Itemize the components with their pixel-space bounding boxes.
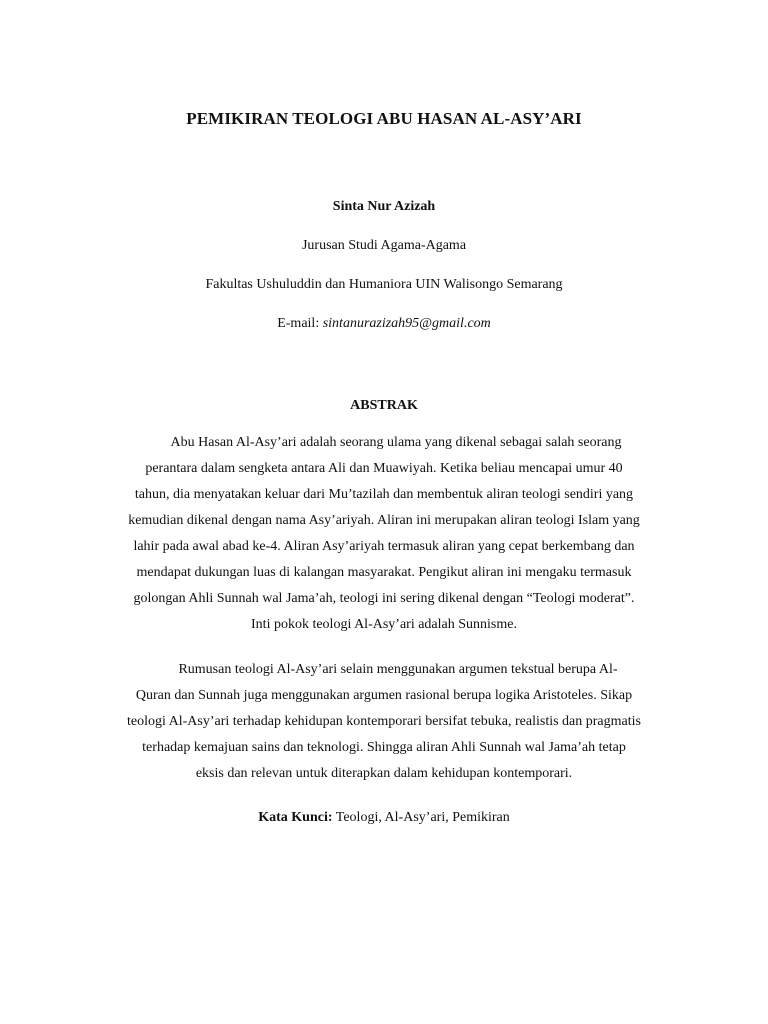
paragraph-line: teologi Al-Asy’ari terhadap kehidupan kontemporari bersifat tebuka, realistis dan pragmatis <box>127 714 641 729</box>
paragraph-line: Abu Hasan Al-Asy’ari adalah seorang ulama yang dikenal sebagai salah seorang <box>170 435 622 450</box>
paragraph-line: kemudian dikenal dengan nama Asy’ariyah. Aliran ini merupakan aliran teologi Islam yang <box>128 513 640 528</box>
keywords-label: Kata Kunci: <box>258 810 333 825</box>
paragraph-line: eksis dan relevan untuk diterapkan dalam kehidupan kontemporari. <box>195 766 573 781</box>
paragraph-line: mendapat dukungan luas di kalangan masyarakat. Pengikut aliran ini mengaku termasuk <box>136 565 632 580</box>
email-address: sintanurazizah95@gmail.com <box>322 316 491 331</box>
paragraph-line: perantara dalam sengketa antara Ali dan Muawiyah. Ketika beliau mencapai umur 40 <box>145 461 623 476</box>
paragraph-line: Rumusan teologi Al-Asy’ari selain menggunakan argumen tekstual berupa Al- <box>178 662 618 677</box>
paragraph-line: terhadap kemajuan sains dan teknologi. Shingga aliran Ahli Sunnah wal Jama’ah tetap <box>142 740 626 755</box>
paragraph-line: tahun, dia menyatakan keluar dari Mu’tazilah dan membentuk aliran teologi sendiri yang <box>134 487 634 502</box>
email-line <box>0 316 768 332</box>
paragraph-line: Inti pokok teologi Al-Asy’ari adalah Sunnisme. <box>251 617 517 632</box>
faculty: Fakultas Ushuluddin dan Humaniora UIN Walisongo Semarang <box>205 277 563 292</box>
paragraph-line: lahir pada awal abad ke-4. Aliran Asy’ariyah termasuk aliran yang cepat berkembang dan <box>133 539 635 554</box>
paragraph-line: Quran dan Sunnah juga menggunakan argumen rasional berupa logika Aristoteles. Sikap <box>135 688 633 703</box>
email-label: E-mail: <box>277 316 323 331</box>
keywords-value: Teologi, Al-Asy’ari, Pemikiran <box>332 810 510 825</box>
abstract-heading: ABSTRAK <box>350 398 418 413</box>
author-name: Sinta Nur Azizah <box>332 199 436 214</box>
paragraph-line: golongan Ahli Sunnah wal Jama’ah, teologi ini sering dikenal dengan “Teologi moderat”. <box>133 591 635 606</box>
keywords-line <box>0 810 768 826</box>
paper-title: PEMIKIRAN TEOLOGI ABU HASAN AL-ASY’ARI <box>186 109 582 128</box>
department: Jurusan Studi Agama-Agama <box>301 238 467 253</box>
